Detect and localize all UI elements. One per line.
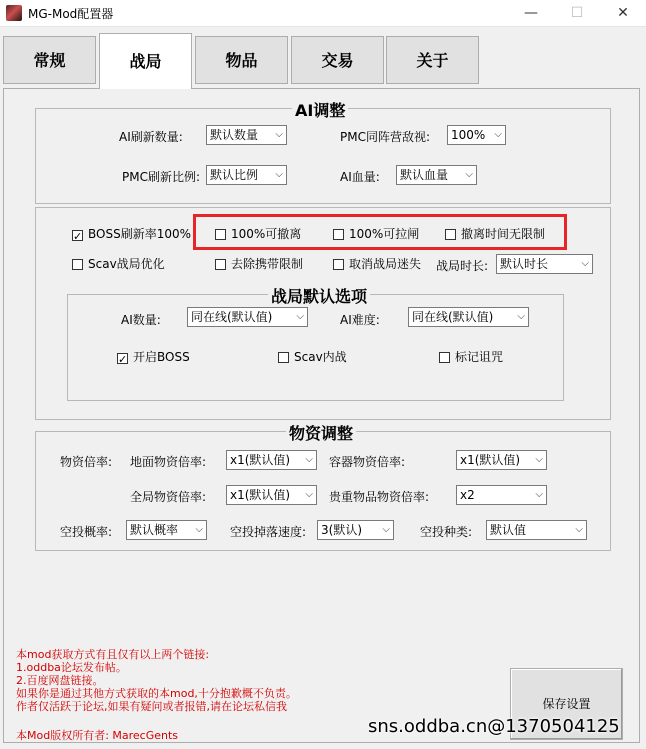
raid-time-label: 战局时长:	[436, 259, 489, 273]
ground-loot-select[interactable]: x1(默认值) ⌵	[226, 450, 317, 470]
chevron-down-icon: ⌵	[305, 489, 313, 500]
mark-curse-checkbox[interactable]: 标记诅咒	[439, 350, 503, 364]
note-line: 2.百度网盘链接。	[16, 674, 104, 687]
ai-hp-select[interactable]: 默认血量 ⌵	[396, 165, 477, 185]
tab-about[interactable]: 关于	[386, 36, 479, 84]
valuable-loot-select[interactable]: x2 ⌵	[456, 485, 547, 505]
tab-raid[interactable]: 战局	[99, 33, 192, 89]
checkmark-icon: ✓	[73, 230, 83, 243]
pmc-hostile-select[interactable]: 100% ⌵	[447, 125, 506, 145]
boss-100-checkbox[interactable]: ✓ BOSS刷新率100%	[73, 227, 192, 243]
no-extract-limit-checkbox[interactable]: 撤离时间无限制	[445, 227, 545, 241]
cancel-lost-checkbox[interactable]: 取消战局迷失	[333, 257, 421, 271]
ai-refresh-label: AI刷新数量:	[119, 130, 183, 144]
chevron-down-icon: ⌵	[382, 524, 390, 535]
ai-count-label: AI数量:	[121, 313, 161, 327]
global-loot-select[interactable]: x1(默认值) ⌵	[226, 485, 317, 505]
container-loot-label: 容器物资倍率:	[329, 455, 406, 469]
airdrop-type-select[interactable]: 默认值 ⌵	[486, 520, 587, 540]
chevron-down-icon: ⌵	[195, 524, 203, 535]
scav-opt-checkbox[interactable]: Scav战局优化	[72, 257, 165, 271]
remove-carry-limit-checkbox[interactable]: 去除携带限制	[215, 257, 303, 271]
ai-hp-label: AI血量:	[340, 170, 380, 184]
chevron-down-icon: ⌵	[465, 169, 473, 180]
copyright-owner: 本Mod版权所有者: MarecGents	[16, 729, 179, 742]
always-extract-checkbox[interactable]: 100%可撤离	[215, 227, 301, 241]
note-line: 1.oddba论坛发布帖。	[16, 661, 127, 674]
pmc-ratio-label: PMC刷新比例:	[122, 170, 201, 184]
app-icon	[6, 5, 22, 21]
airdrop-prob-select[interactable]: 默认概率 ⌵	[126, 520, 207, 540]
ground-loot-label: 地面物资倍率:	[130, 455, 207, 469]
airdrop-speed-label: 空投掉落速度:	[230, 525, 307, 539]
maximize-button[interactable]: ☐	[570, 5, 584, 21]
chevron-down-icon: ⌵	[305, 454, 313, 465]
chevron-down-icon: ⌵	[535, 489, 543, 500]
valuable-loot-label: 贵重物品物资倍率:	[329, 490, 430, 504]
note-line: 如果你是通过其他方式获取的本mod,十分抱歉概不负责。	[16, 687, 297, 700]
chevron-down-icon: ⌵	[275, 169, 283, 180]
chevron-down-icon: ⌵	[581, 258, 589, 269]
ai-count-select[interactable]: 同在线(默认值) ⌵	[187, 307, 308, 327]
highlight-box	[193, 214, 567, 250]
window-title: MG-Mod配置器	[28, 7, 114, 21]
pmc-ratio-select[interactable]: 默认比例 ⌵	[206, 165, 287, 185]
loot-title: 物资调整	[286, 421, 356, 444]
tab-items[interactable]: 物品	[195, 36, 288, 84]
chevron-down-icon: ⌵	[296, 311, 304, 322]
ai-adjust-title: AI调整	[292, 98, 348, 121]
note-line: 作者仅活跃于论坛,如果有疑问或者报错,请在论坛私信我	[16, 700, 287, 713]
close-button[interactable]: ✕	[617, 5, 629, 21]
loot-rate-label: 物资倍率:	[60, 455, 113, 469]
chevron-down-icon: ⌵	[275, 129, 283, 140]
checkmark-icon: ✓	[118, 353, 128, 366]
chevron-down-icon: ⌵	[517, 311, 525, 322]
pmc-hostile-label: PMC同阵营敌视:	[340, 130, 431, 144]
note-line: 本mod获取方式有且仅有以上两个链接:	[16, 648, 210, 661]
title-bar	[0, 0, 646, 27]
tab-trade[interactable]: 交易	[291, 36, 384, 84]
ai-adjust-group	[35, 101, 611, 204]
chevron-down-icon: ⌵	[494, 129, 502, 140]
chevron-down-icon: ⌵	[575, 524, 583, 535]
ai-difficulty-label: AI难度:	[340, 313, 380, 327]
save-settings-button[interactable]: 保存设置	[510, 668, 623, 740]
raid-time-select[interactable]: 默认时长 ⌵	[496, 254, 593, 274]
ai-refresh-select[interactable]: 默认数量 ⌵	[206, 125, 287, 145]
raid-default-title: 战局默认选项	[268, 284, 370, 307]
airdrop-prob-label: 空投概率:	[60, 525, 113, 539]
container-loot-select[interactable]: x1(默认值) ⌵	[456, 450, 547, 470]
ai-difficulty-select[interactable]: 同在线(默认值) ⌵	[408, 307, 529, 327]
tab-general[interactable]: 常规	[3, 36, 96, 84]
airdrop-speed-select[interactable]: 3(默认) ⌵	[317, 520, 394, 540]
global-loot-label: 全局物资倍率:	[130, 490, 207, 504]
distribution-notes	[16, 648, 297, 713]
watermark: sns.oddba.cn@1370504125	[368, 716, 620, 737]
minimize-button[interactable]: —	[524, 5, 538, 21]
chevron-down-icon: ⌵	[535, 454, 543, 465]
enable-boss-checkbox[interactable]: ✓ 开启BOSS	[118, 350, 190, 366]
scav-war-checkbox[interactable]: Scav内战	[278, 350, 347, 364]
airdrop-type-label: 空投种类:	[420, 525, 473, 539]
always-lever-checkbox[interactable]: 100%可拉闸	[333, 227, 419, 241]
